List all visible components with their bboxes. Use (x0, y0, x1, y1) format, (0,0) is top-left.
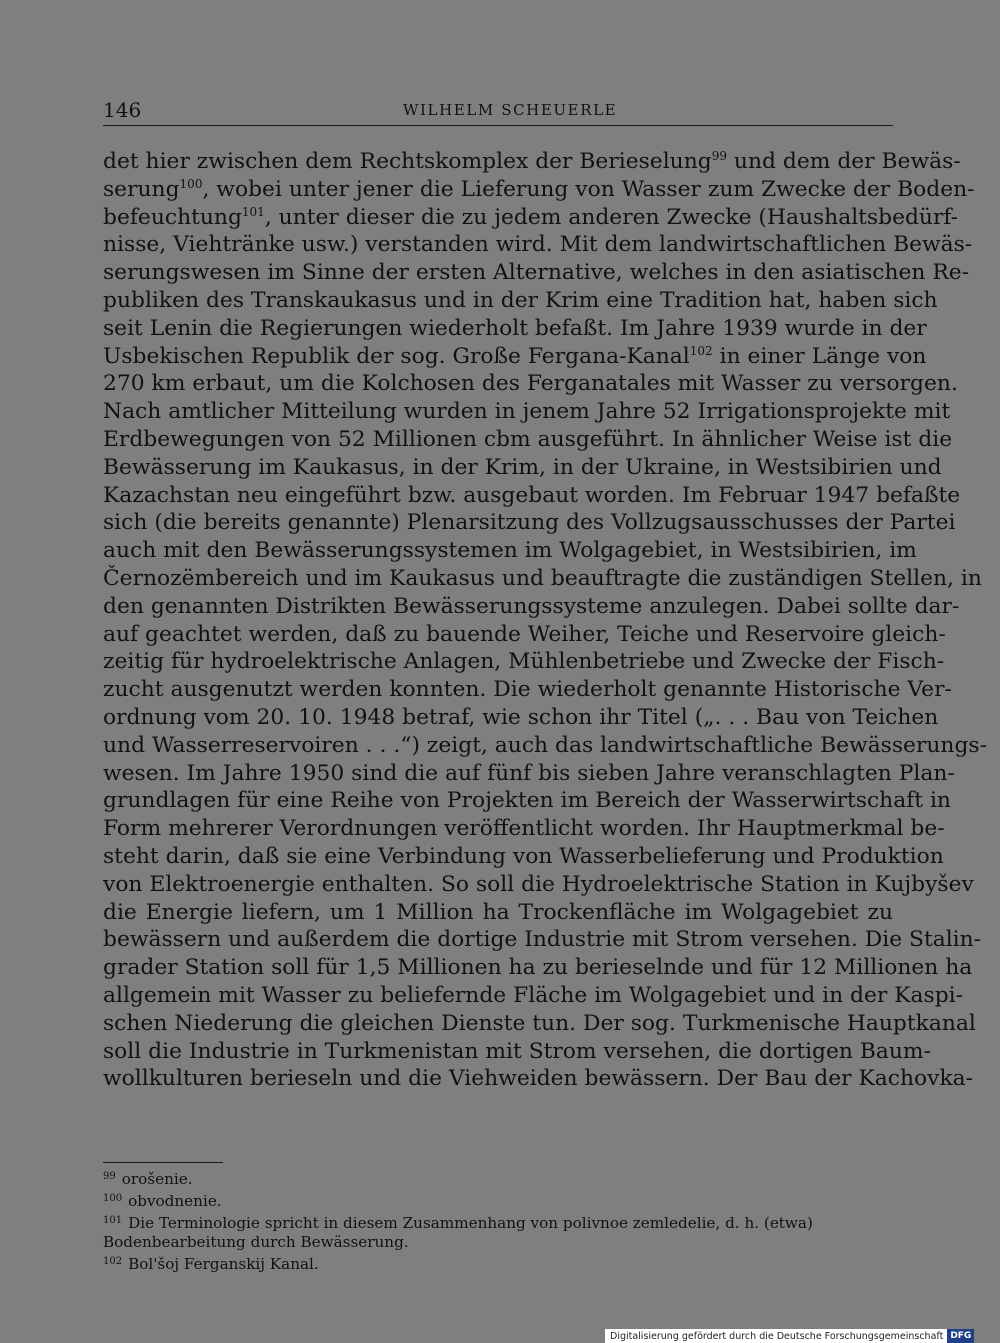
body-line (103, 287, 938, 315)
body-line-text: zucht ausgenutzt werden konnten. Die wiederholt genannte Historische Ver- (103, 677, 952, 703)
body-line-text: serung (103, 176, 180, 202)
body-line (103, 454, 942, 482)
body-line (103, 148, 961, 176)
footnote-number: 102 (103, 1256, 123, 1267)
footnote (103, 1189, 903, 1211)
body-line-text: Erdbewegungen von 52 Millionen cbm ausgeführt. In ähnlicher Weise ist die (103, 426, 953, 452)
body-line-text: Form mehrerer Verordnungen veröffentlicht worden. Ihr Hauptmerkmal be- (103, 816, 945, 842)
footnote-number: 99 (103, 1171, 116, 1182)
body-line-text: den genannten Distrikten Bewässerungssysteme anzulegen. Dabei sollte dar- (103, 593, 960, 619)
footnote-line (103, 1252, 903, 1274)
footnote-line (103, 1211, 903, 1233)
body-line (103, 1038, 931, 1066)
body-line-text-after: , unter dieser die zu jedem anderen Zwecke (Haushaltsbedürf- (264, 204, 959, 230)
body-line-text: zeitig für hydroelektrische Anlagen, Mühlenbetriebe und Zwecke der Fisch- (103, 649, 945, 675)
body-line-text: soll die Industrie in Turkmenistan mit Strom versehen, die dortigen Baum- (103, 1038, 931, 1064)
body-line (103, 621, 946, 649)
body-line (103, 370, 958, 398)
body-line (103, 482, 961, 510)
body-line (103, 426, 953, 454)
body-line-text: publiken des Transkaukasus und in der Krim eine Tradition hat, haben sich (103, 287, 938, 313)
body-line (103, 565, 982, 593)
body-line (103, 593, 960, 621)
body-line (103, 1010, 976, 1038)
body-line (103, 537, 917, 565)
body-line (103, 676, 952, 704)
running-head: WILHELM SCHEUERLE (403, 101, 618, 119)
body-line (103, 509, 956, 537)
footnote-number: 100 (103, 1193, 123, 1204)
footnote-text: Die Terminologie spricht in diesem Zusammenhang von polivnoe zemledelie, d. h. (etwa) (128, 1214, 813, 1232)
body-line-text: grundlagen für eine Reihe von Projekten im Bereich der Wasserwirtschaft in (103, 788, 951, 814)
body-line-text: von Elektroenergie enthalten. So soll die Hydroelektrische Station in Kujbyšev (103, 871, 974, 897)
footnote-text: orošenie. (121, 1170, 193, 1188)
body-line-text: auf geachtet werden, daß zu bauende Weiher, Teiche und Reservoire gleich- (103, 621, 946, 647)
footnote (103, 1211, 903, 1252)
body-line (103, 1065, 974, 1093)
body-line (103, 204, 959, 232)
body-line-text: wesen. Im Jahre 1950 sind die auf fünf bis sieben Jahre veranschlagten Plan- (103, 760, 955, 786)
body-line (103, 871, 974, 899)
body-line-text-after: in einer Länge von (712, 343, 927, 369)
body-line-text: Černozëmbereich und im Kaukasus und beauftragte die zuständigen Stellen, in (103, 565, 982, 591)
body-line-text: ordnung vom 20. 10. 1948 betraf, wie schon ihr Titel („. . . Bau von Teichen (103, 704, 939, 730)
body-line (103, 398, 951, 426)
body-line-text: allgemein mit Wasser zu beliefernde Fläche im Wolgagebiet und in der Kaspi- (103, 982, 964, 1008)
footnote (103, 1167, 903, 1189)
dfg-logo: DFG (947, 1329, 974, 1343)
footnote-rule (103, 1162, 223, 1163)
body-line (103, 899, 893, 927)
body-line (103, 926, 982, 954)
body-line-text: grader Station soll für 1,5 Millionen ha zu berieselnde und für 12 Millionen ha (103, 955, 973, 981)
body-line (103, 760, 955, 788)
body-line-text: seit Lenin die Regierungen wiederholt befaßt. Im Jahre 1939 wurde in der (103, 315, 927, 341)
body-line (103, 843, 944, 871)
footnote-reference: 100 (179, 176, 203, 191)
body-line-text-after: und dem der Bewäs- (726, 149, 961, 174)
footnote-reference: 102 (689, 343, 713, 358)
footnote-continuation: Bodenbearbeitung durch Bewässerung. (103, 1233, 409, 1251)
footnote-text: obvodnenie. (128, 1192, 222, 1210)
body-line (103, 231, 973, 259)
footnote-reference: 101 (241, 204, 265, 219)
body-line-text: und Wasserreservoiren . . .“) zeigt, auch das landwirtschaftliche Bewässerungs- (103, 732, 987, 758)
body-line (103, 954, 973, 982)
body-line-text: 270 km erbaut, um die Kolchosen des Ferganatales mit Wasser zu versorgen. (103, 371, 958, 397)
page-number: 146 (103, 98, 142, 122)
body-line (103, 982, 964, 1010)
body-line (103, 259, 970, 287)
footnote-number: 101 (103, 1215, 123, 1226)
footnote-reference: 99 (711, 149, 727, 163)
body-line-text: die Energie liefern, um 1 Million ha Trockenfläche im Wolgagebiet zu (103, 899, 893, 925)
footnotes (103, 1167, 903, 1274)
page-header (103, 98, 893, 124)
body-line-text: bewässern und außerdem die dortige Industrie mit Strom versehen. Die Stalin- (103, 927, 982, 953)
credit-text: Digitalisierung gefördert durch die Deutsche Forschungsgemeinschaft (610, 1330, 944, 1342)
body-line (103, 648, 945, 676)
body-line-text: det hier zwischen dem Rechtskomplex der Berieselung (103, 149, 712, 174)
body-line (103, 704, 939, 732)
footnote-line (103, 1167, 903, 1189)
footnote-line (103, 1189, 903, 1211)
body-line (103, 343, 927, 371)
body-line-text: serungswesen im Sinne der ersten Alternative, welches in den asiatischen Re- (103, 260, 970, 286)
digitization-credit[interactable] (605, 1329, 974, 1343)
body-line (103, 315, 927, 343)
header-rule (103, 125, 893, 126)
footnote-text: Bol'šoj Ferganskij Kanal. (128, 1255, 319, 1273)
body-line (103, 176, 975, 204)
footnote (103, 1252, 903, 1274)
body-line-text: Nach amtlicher Mitteilung wurden in jenem Jahre 52 Irrigationsprojekte mit (103, 399, 951, 425)
body-line-text: sich (die bereits genannte) Plenarsitzung des Vollzugsausschusses der Partei (103, 510, 956, 536)
body-line (103, 787, 951, 815)
body-line-text: Usbekischen Republik der sog. Große Fergana-Kanal (103, 343, 690, 369)
body-line-text: befeuchtung (103, 204, 242, 230)
body-line (103, 815, 945, 843)
body-line-text: Bewässerung im Kaukasus, in der Krim, in der Ukraine, in Westsibirien und (103, 454, 942, 480)
body-line-text: schen Niederung die gleichen Dienste tun. Der sog. Turkmenische Hauptkanal (103, 1010, 976, 1036)
body-text (103, 148, 987, 1093)
body-line (103, 732, 987, 760)
body-line-text: auch mit den Bewässerungssystemen im Wolgagebiet, in Westsibirien, im (103, 538, 917, 564)
body-line-text: Kazachstan neu eingeführt bzw. ausgebaut worden. Im Februar 1947 befaßte (103, 482, 961, 508)
body-line-text: steht darin, daß sie eine Verbindung von Wasserbelieferung und Produktion (103, 843, 944, 869)
body-line-text-after: , wobei unter jener die Lieferung von Wasser zum Zwecke der Boden- (202, 176, 975, 202)
body-line-text: nisse, Viehtränke usw.) verstanden wird. Mit dem landwirtschaftlichen Bewäs- (103, 232, 973, 258)
body-line-text: wollkulturen berieseln und die Viehweiden bewässern. Der Bau der Kachovka- (103, 1066, 974, 1092)
